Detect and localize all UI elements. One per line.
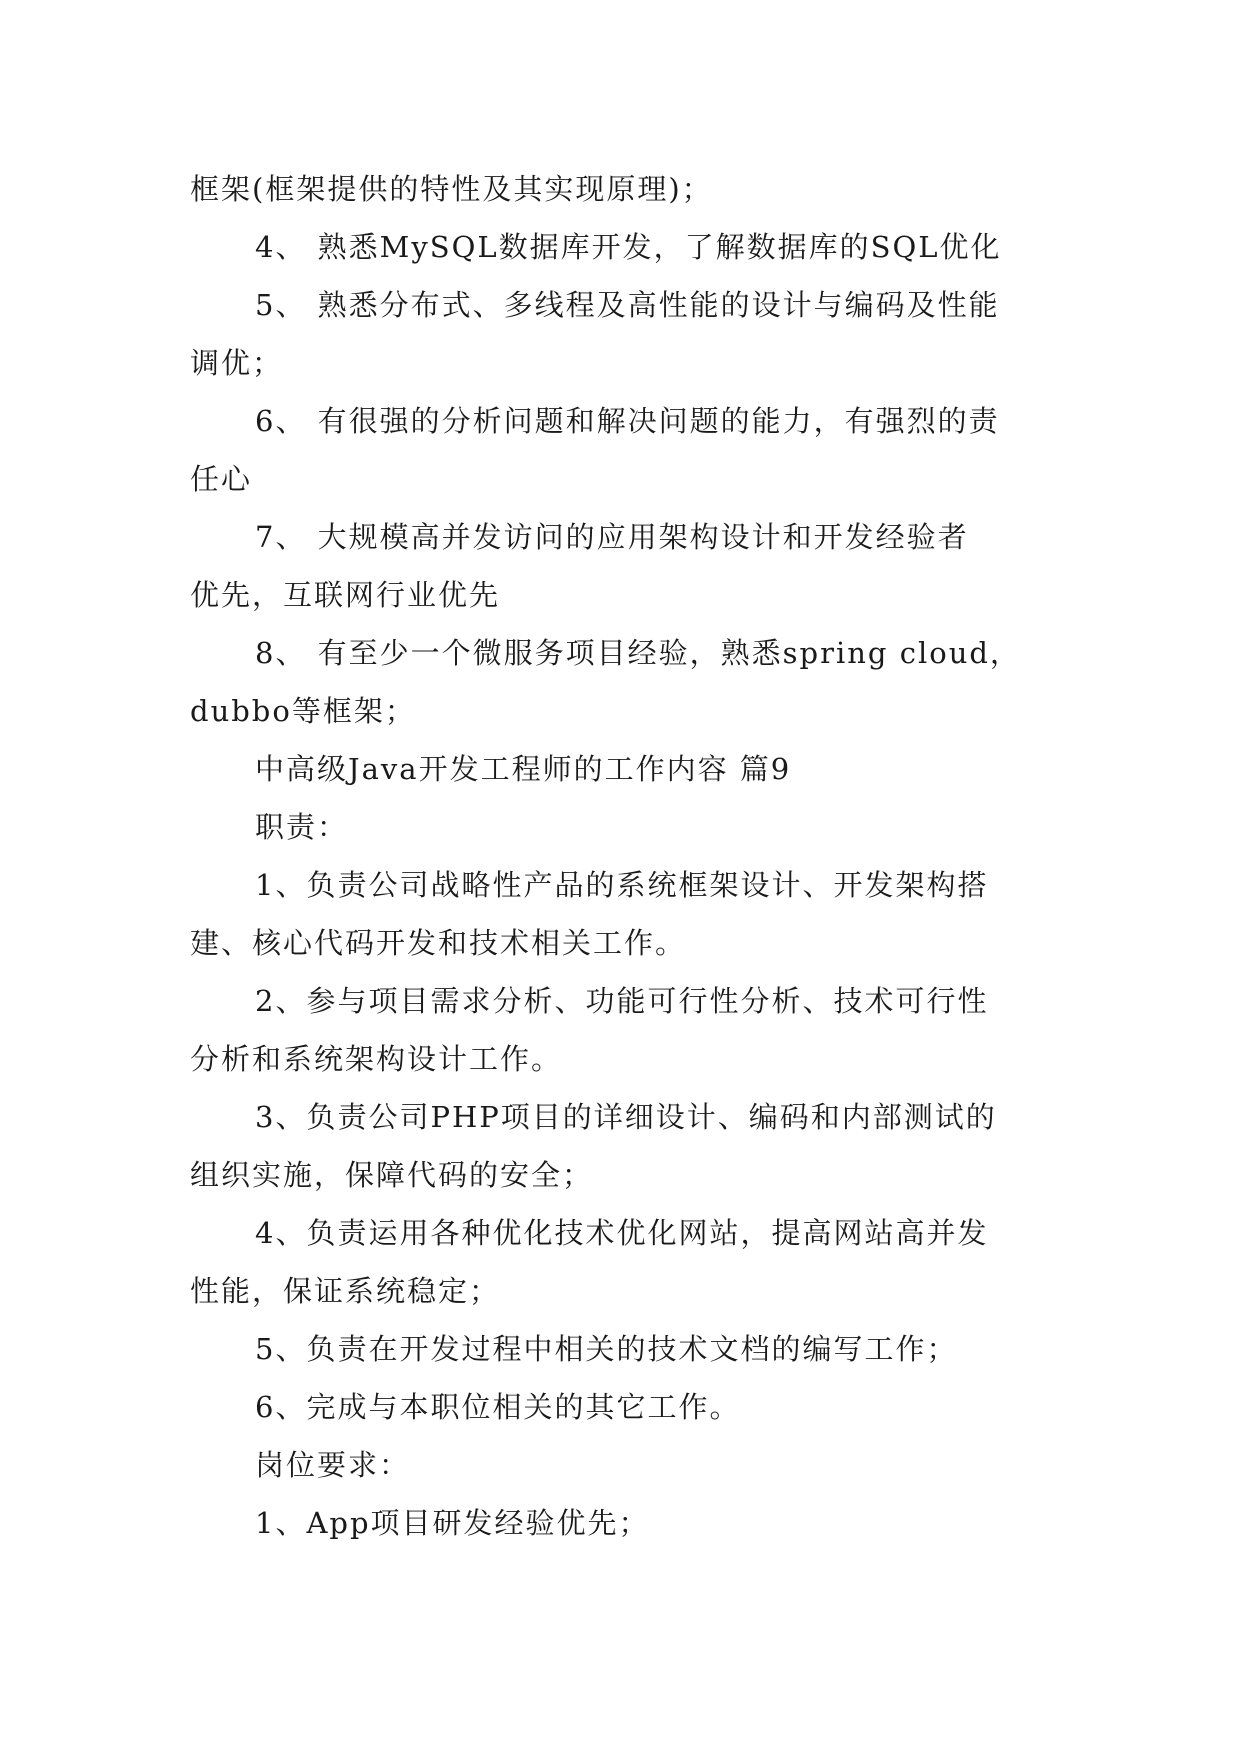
- text-line: 组织实施，保障代码的安全；: [190, 1158, 594, 1192]
- text-line: 4、负责运用各种优化技术优化网站，提高网站高并发: [255, 1216, 989, 1250]
- text-line: 分析和系统架构设计工作。: [190, 1042, 563, 1076]
- text-line: 性能，保证系统稳定；: [190, 1274, 501, 1308]
- text-line: 5、 熟悉分布式、多线程及高性能的设计与编码及性能: [255, 288, 1000, 322]
- text-line: 建、核心代码开发和技术相关工作。: [190, 926, 687, 960]
- text-line: 优先，互联网行业优先: [190, 578, 501, 612]
- text-line: 2、参与项目需求分析、功能可行性分析、技术可行性: [255, 984, 989, 1018]
- text-line: 4、 熟悉MySQL数据库开发，了解数据库的SQL优化: [255, 230, 1002, 264]
- subheading-duties: 职责：: [255, 810, 349, 844]
- text-line: 1、负责公司战略性产品的系统框架设计、开发架构搭: [255, 868, 989, 902]
- text-line: 3、负责公司PHP项目的详细设计、编码和内部测试的: [255, 1100, 997, 1134]
- subheading-requirements: 岗位要求：: [255, 1448, 411, 1482]
- text-line: 7、 大规模高并发访问的应用架构设计和开发经验者: [255, 520, 969, 554]
- text-line: 6、完成与本职位相关的其它工作。: [255, 1390, 741, 1424]
- text-line: 调优；: [190, 346, 284, 380]
- document-body: [190, 160, 1055, 1552]
- text-line: 任心: [190, 462, 253, 496]
- section-heading: 中高级Java开发工程师的工作内容 篇9: [255, 752, 792, 786]
- text-line: 5、负责在开发过程中相关的技术文档的编写工作；: [255, 1332, 958, 1366]
- text-line: 框架(框架提供的特性及其实现原理)；: [190, 172, 713, 206]
- text-line: dubbo等框架；: [190, 694, 416, 728]
- text-line: 8、 有至少一个微服务项目经验，熟悉spring cloud，: [255, 636, 1021, 670]
- text-line: 6、 有很强的分析问题和解决问题的能力，有强烈的责: [255, 404, 1000, 438]
- text-line: 1、App项目研发经验优先；: [255, 1506, 650, 1540]
